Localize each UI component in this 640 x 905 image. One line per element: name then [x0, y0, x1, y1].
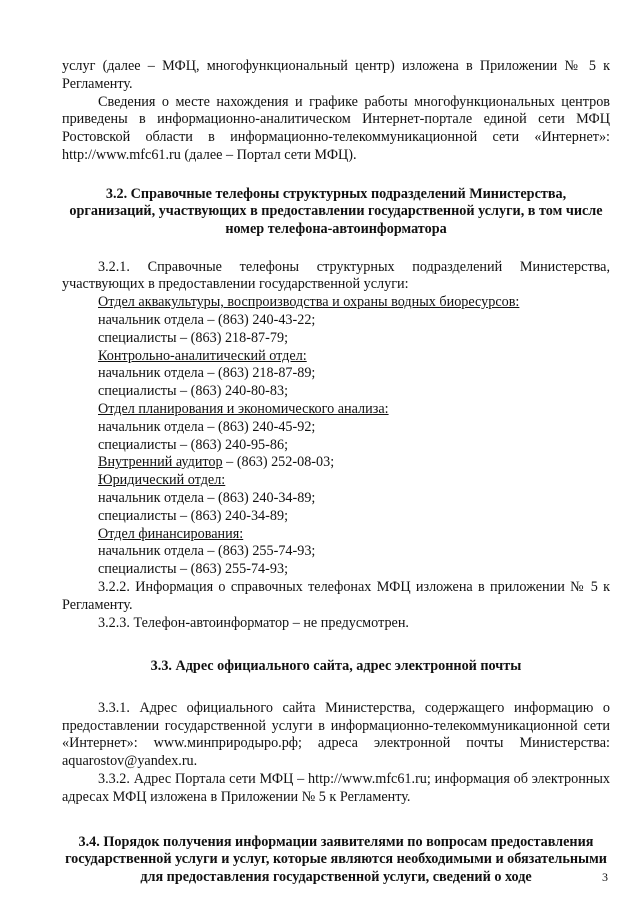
paragraph-3-3-2: 3.3.2. Адрес Портала сети МФЦ – http://www.mfc61.ru; информация об электронных адресах МФЦ изложена в Приложении № 5 к Регламенту. [62, 771, 610, 805]
dept-control-specialists-phone: специалисты – (863) 240-80-83; [98, 383, 289, 400]
dept-aquaculture-head-phone: начальник отдела – (863) 240-43-22; [98, 311, 316, 328]
section-3-4-heading: 3.4. Порядок получения информации заявителями по вопросам предоставления государственной услуги и услуг, которые являются необходимыми и обязательными для предоставления государственной услуги, сведений о ходе [65, 833, 607, 885]
section-3-2-heading: 3.2. Справочные телефоны структурных подразделений Министерства, организаций, участвующих в предоставлении государственной услуги, в том числе номер телефона-автоинформатора [69, 185, 603, 237]
internal-auditor-label: Внутренний аудитор [98, 454, 223, 471]
dept-finance-head-phone: начальник отдела – (863) 255-74-93; [98, 543, 316, 560]
paragraph-3-3-1: 3.3.1. Адрес официального сайта Министерства, содержащего информацию о предоставлении государственной услуги в информационно-телекоммуникационной сети «Интернет»: www.минприродыро.рф; адреса электронной почты Министерства: aquarostov@yandex.ru. [62, 699, 610, 770]
intro-paragraph-1: услуг (далее – МФЦ, многофункциональный центр) изложена в Приложении № 5 к Регламенту. [62, 58, 610, 92]
document-body [62, 58, 610, 886]
dept-legal-specialists-phone: специалисты – (863) 240-34-89; [98, 507, 289, 524]
dept-legal-head-phone: начальник отдела – (863) 240-34-89; [98, 489, 316, 506]
dept-finance-label: Отдел финансирования: [98, 525, 244, 542]
dept-planning-label: Отдел планирования и экономического анализа: [98, 400, 389, 417]
internal-auditor-line [98, 454, 610, 472]
dept-finance-specialists-phone: специалисты – (863) 255-74-93; [98, 561, 289, 578]
dept-legal-label: Юридический отдел: [98, 472, 226, 489]
paragraph-3-2-2: 3.2.2. Информация о справочных телефонах МФЦ изложена в приложении № 5 к Регламенту. [62, 578, 610, 613]
paragraph-3-2-1: 3.2.1. Справочные телефоны структурных подразделений Министерства, участвующих в предоставлении государственной услуги: [62, 258, 610, 293]
dept-control-head-phone: начальник отдела – (863) 218-87-89; [98, 365, 316, 382]
section-3-3-heading: 3.3. Адрес официального сайта, адрес электронной почты [150, 658, 522, 675]
dept-aquaculture-specialists-phone: специалисты – (863) 218-87-79; [98, 329, 289, 346]
dept-aquaculture-label: Отдел аквакультуры, воспроизводства и охраны водных биоресурсов: [98, 294, 520, 311]
dept-planning-specialists-phone: специалисты – (863) 240-95-86; [98, 436, 289, 453]
paragraph-3-2-3: 3.2.3. Телефон-автоинформатор – не предусмотрен. [98, 614, 409, 631]
dept-control-label: Контрольно-аналитический отдел: [98, 347, 307, 364]
phone-directory [62, 294, 610, 579]
page-number: 3 [602, 870, 608, 884]
intro-paragraph-2: Сведения о месте нахождения и графике работы многофункциональных центров приведены в информационно-аналитическом Интернет-портале единой сети МФЦ Ростовской области в информационно-телекоммуникационной сети «Интернет»: http://www.mfc61.ru (далее – Портал сети МФЦ). [62, 93, 610, 163]
internal-auditor-phone: – (863) 252-08-03; [222, 454, 335, 471]
dept-planning-head-phone: начальник отдела – (863) 240-45-92; [98, 418, 316, 435]
